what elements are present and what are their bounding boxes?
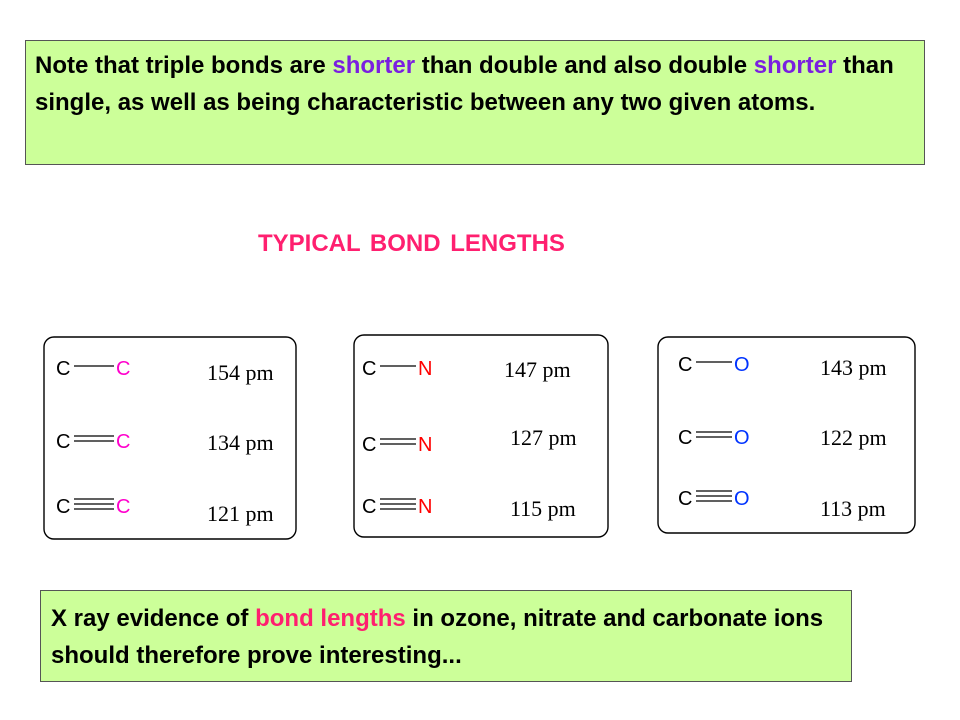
atom-right: O (734, 427, 750, 449)
atom-right: O (734, 488, 750, 510)
atom-left: C (678, 427, 693, 449)
note-text-3: than single, as well as being characteristic between any two given atoms. (35, 52, 894, 116)
atom-right: C (116, 358, 131, 380)
bond-length: 147 pm (504, 357, 571, 382)
section-title: TYPICAL BOND LENGTHS (258, 230, 565, 257)
atom-left: C (56, 496, 71, 518)
xray-box (40, 590, 852, 682)
bond-length: 154 pm (207, 360, 274, 385)
atom-right: C (116, 496, 131, 518)
bond-length: 113 pm (820, 496, 886, 521)
bond-length: 115 pm (510, 496, 576, 521)
note-box (25, 40, 925, 165)
atom-right: O (734, 354, 750, 376)
atom-left: C (678, 354, 693, 376)
xray-text-2: in ozone, nitrate and carbonate ions should therefore prove interesting... (51, 605, 824, 669)
atom-left: C (362, 434, 377, 456)
bond-length: 143 pm (820, 355, 887, 380)
atom-left: C (362, 358, 377, 380)
atom-right: N (418, 434, 433, 456)
xray-text-1: X ray evidence of (51, 605, 256, 632)
bond-panel-cn (352, 333, 612, 541)
bond-length: 127 pm (510, 425, 577, 450)
atom-right: C (116, 431, 131, 453)
atom-left: C (56, 358, 71, 380)
note-text-2: than double and also double (415, 52, 754, 79)
atom-left: C (56, 431, 71, 453)
atom-left: C (362, 496, 377, 518)
note-highlight-2: shorter (753, 52, 837, 79)
xray-highlight: bond lengths (255, 605, 406, 632)
bond-length: 121 pm (207, 501, 274, 526)
atom-right: N (418, 496, 433, 518)
atom-left: C (678, 488, 693, 510)
bond-panel-cc (42, 335, 300, 543)
note-highlight-1: shorter (332, 52, 416, 79)
bond-panel-co (656, 335, 919, 537)
bond-length: 134 pm (207, 430, 274, 455)
bond-length: 122 pm (820, 425, 887, 450)
atom-right: N (418, 358, 433, 380)
note-text-1: Note that triple bonds are (35, 52, 333, 79)
